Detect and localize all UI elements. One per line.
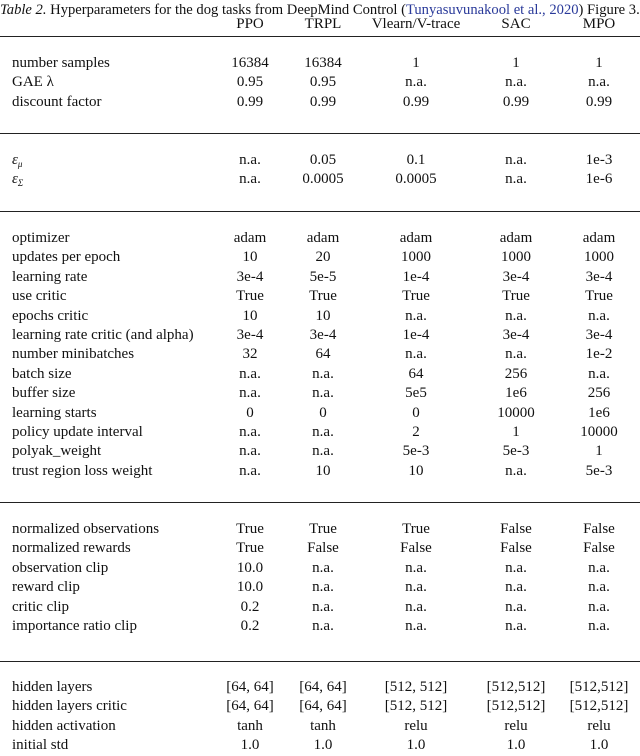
table-cell: 64 [408, 365, 424, 382]
epsilon-subscript: Σ [17, 178, 24, 189]
table-row [0, 345, 640, 364]
table-cell: True [502, 288, 530, 305]
column-header-ppo: PPO [236, 16, 264, 32]
table-cell: 5e-5 [309, 268, 337, 285]
table-cell: 256 [504, 365, 528, 382]
column-header-sac: SAC [501, 16, 531, 32]
table-row [0, 404, 640, 423]
table-row [0, 326, 640, 345]
row-label: initial std [12, 737, 69, 754]
row-label: policy update interval [12, 424, 143, 440]
citation-link[interactable]: Tunyasuvunakool et al., 2020 [405, 2, 579, 18]
table-cell: n.a. [405, 579, 427, 596]
row-label: critic clip [12, 598, 70, 615]
table-cell: n.a. [239, 385, 261, 402]
table-cell: tanh [237, 717, 263, 734]
table-cell: n.a. [505, 559, 527, 576]
table-cell: 10000 [497, 404, 535, 421]
table-cell: 1.0 [240, 737, 260, 754]
table-cell: 10.0 [236, 559, 264, 576]
table-cell: 1 [595, 55, 603, 71]
table-cell: 0 [319, 404, 327, 421]
table-cell: True [236, 288, 264, 305]
table-cell: False [400, 540, 432, 557]
table-cell: 3e-4 [236, 268, 264, 285]
table-cell: [64, 64] [299, 698, 347, 715]
table-cell: 10 [242, 307, 258, 324]
table-cell: n.a. [588, 598, 610, 615]
table-cell: 64 [315, 346, 331, 363]
table-row [0, 54, 640, 73]
table-header [0, 15, 640, 34]
group-divider [0, 211, 640, 212]
table-cell: 1e-2 [585, 346, 613, 363]
table-cell: n.a. [505, 598, 527, 615]
table-cell: tanh [310, 717, 336, 734]
table-cell: adam [399, 230, 433, 246]
table-cell: 0.95 [309, 74, 337, 91]
table-cell: n.a. [312, 579, 334, 596]
table-cell: 1 [512, 55, 520, 71]
table-cell: n.a. [505, 618, 527, 634]
table-cell: relu [404, 717, 428, 734]
group-divider [0, 36, 640, 37]
table-cell: 16384 [231, 55, 269, 71]
table-cell: 5e5 [405, 385, 427, 402]
table-cell: n.a. [239, 365, 261, 382]
table-cell: n.a. [312, 559, 334, 576]
table-cell: 0.99 [585, 93, 613, 110]
row-label: discount factor [12, 93, 102, 110]
table-cell: 0.99 [309, 93, 337, 110]
table-row [0, 229, 640, 248]
table-cell: n.a. [239, 462, 261, 479]
table-cell: adam [306, 230, 340, 246]
table-row [0, 462, 640, 481]
table-cell: n.a. [239, 424, 261, 440]
table-row [0, 73, 640, 92]
table-row [0, 697, 640, 716]
table-cell: 1000 [501, 249, 531, 266]
row-label [12, 170, 23, 193]
table-cell: 3e-4 [236, 327, 264, 343]
table-cell: 1e-3 [585, 152, 613, 168]
epsilon-symbol: ε [12, 152, 18, 168]
row-label: importance ratio clip [12, 618, 137, 634]
row-label: hidden layers [12, 679, 93, 695]
table-cell: 20 [315, 249, 331, 266]
table-cell: n.a. [312, 365, 334, 382]
table-row [0, 678, 640, 697]
table-cell: True [402, 288, 430, 305]
row-label: batch size [12, 365, 72, 382]
table-cell: 5e-3 [402, 443, 430, 460]
row-label: observation clip [12, 559, 109, 576]
row-label: hidden activation [12, 717, 116, 734]
table-cell: 1e-4 [402, 268, 430, 285]
row-label: learning rate critic (and alpha) [12, 327, 194, 343]
table-cell: n.a. [405, 346, 427, 363]
table-cell: 0 [246, 404, 254, 421]
table-cell: n.a. [405, 307, 427, 324]
row-label: trust region loss weight [12, 462, 153, 479]
row-label: number samples [12, 55, 110, 71]
table-cell: n.a. [405, 559, 427, 576]
table-cell: [512,512] [569, 698, 629, 715]
table-row [0, 442, 640, 461]
epsilon-subscript: μ [17, 159, 23, 169]
table-row [0, 578, 640, 597]
table-row [0, 151, 640, 170]
table-cell: 0.0005 [302, 171, 344, 188]
table-cell: 1 [512, 424, 520, 440]
caption-text-after: ) Figure 3. [578, 2, 640, 18]
table-cell: 3e-4 [309, 327, 337, 343]
epsilon-symbol: ε [12, 171, 18, 188]
table-cell: 0.99 [502, 93, 530, 110]
table-cell: [64, 64] [226, 679, 274, 695]
table-cell: n.a. [505, 74, 527, 91]
row-label: reward clip [12, 579, 80, 596]
table-cell: False [307, 540, 339, 557]
group-divider [0, 502, 640, 503]
table-cell: 0.99 [236, 93, 264, 110]
table-cell: n.a. [505, 462, 527, 479]
row-label: normalized rewards [12, 540, 131, 557]
table-row [0, 736, 640, 755]
table-cell: adam [499, 230, 533, 246]
table-cell: 0.99 [402, 93, 430, 110]
table-cell: 1000 [401, 249, 431, 266]
table-cell: n.a. [312, 385, 334, 402]
column-header-mpo: MPO [582, 16, 616, 32]
table-cell: 3e-4 [585, 327, 613, 343]
table-cell: n.a. [312, 618, 334, 634]
caption-label: Table 2. [0, 2, 47, 18]
table-cell: 3e-4 [502, 268, 530, 285]
table-cell: True [585, 288, 613, 305]
row-label: use critic [12, 288, 67, 305]
row-label: epochs critic [12, 307, 89, 324]
table-row [0, 248, 640, 267]
table-cell: n.a. [405, 618, 427, 634]
table-cell: 1.0 [506, 737, 526, 754]
caption-text: Hyperparameters for the dog tasks from DeepMind Control ( [46, 2, 406, 18]
table-row [0, 717, 640, 736]
table-row [0, 559, 640, 578]
row-label: learning rate [12, 268, 88, 285]
group-divider [0, 661, 640, 662]
row-label: normalized observations [12, 521, 160, 537]
table-cell: True [309, 521, 337, 537]
table-cell: 32 [242, 346, 258, 363]
table-cell: 1000 [584, 249, 614, 266]
table-cell: 0.1 [406, 152, 426, 168]
table-cell: 256 [587, 385, 611, 402]
table-cell: n.a. [505, 307, 527, 324]
row-label: polyak_weight [12, 443, 102, 460]
table-cell: 0.05 [309, 152, 337, 168]
row-label: number minibatches [12, 346, 135, 363]
table-cell: [512, 512] [384, 679, 448, 695]
table-cell: True [236, 521, 264, 537]
table-cell: 5e-3 [502, 443, 530, 460]
table-cell: False [583, 540, 615, 557]
table-cell: False [583, 521, 615, 537]
table-cell: 0.2 [240, 618, 260, 634]
table-cell: n.a. [505, 346, 527, 363]
table-row [0, 384, 640, 403]
table-cell: 0.0005 [395, 171, 437, 188]
table-cell: 10 [315, 462, 331, 479]
table-cell: n.a. [405, 74, 427, 91]
table-cell: [64, 64] [299, 679, 347, 695]
table-cell: n.a. [312, 424, 334, 440]
table-cell: n.a. [588, 579, 610, 596]
row-label: GAE λ [12, 74, 54, 91]
table-cell: 1 [595, 443, 603, 460]
table-cell: n.a. [588, 618, 610, 634]
table-row [0, 268, 640, 287]
table-cell: 1e6 [505, 385, 527, 402]
table-cell: 1e6 [588, 404, 610, 421]
table-cell: n.a. [405, 598, 427, 615]
table-cell: 10 [408, 462, 424, 479]
table-cell: [64, 64] [226, 698, 274, 715]
table-row [0, 617, 640, 636]
table-row [0, 598, 640, 617]
table-cell: 1.0 [589, 737, 609, 754]
table-cell: relu [504, 717, 528, 734]
table-cell: 3e-4 [585, 268, 613, 285]
table-cell: [512, 512] [384, 698, 448, 715]
table-cell: True [236, 540, 264, 557]
table-cell: 16384 [304, 55, 342, 71]
table-cell: n.a. [588, 559, 610, 576]
table-cell: [512,512] [486, 679, 546, 695]
table-cell: n.a. [312, 598, 334, 615]
table-cell: 1e-6 [585, 171, 613, 188]
table-cell: True [402, 521, 430, 537]
row-label: updates per epoch [12, 249, 121, 266]
table-cell: n.a. [239, 152, 261, 168]
table-cell: False [500, 521, 532, 537]
table-cell: 10.0 [236, 579, 264, 596]
table-cell: [512,512] [569, 679, 629, 695]
table-cell: n.a. [239, 171, 261, 188]
table-row [0, 423, 640, 442]
table-cell: adam [233, 230, 267, 246]
table-cell: 10000 [580, 424, 618, 440]
column-header-vlearn: Vlearn/V-trace [371, 16, 461, 32]
table-cell: 5e-3 [585, 462, 613, 479]
table-cell: False [500, 540, 532, 557]
row-label: learning starts [12, 404, 97, 421]
table-cell: n.a. [505, 579, 527, 596]
table-cell: 1e-4 [402, 327, 430, 343]
table-row [0, 539, 640, 558]
table-cell: 10 [242, 249, 258, 266]
table-cell: n.a. [588, 74, 610, 91]
table-cell: n.a. [505, 171, 527, 188]
table-cell: 10 [315, 307, 331, 324]
table-row [0, 93, 640, 112]
table-cell: n.a. [588, 365, 610, 382]
row-label: buffer size [12, 385, 76, 402]
group-divider [0, 133, 640, 134]
row-label: hidden layers critic [12, 698, 127, 715]
table-cell: True [309, 288, 337, 305]
table-cell: adam [582, 230, 616, 246]
row-label: optimizer [12, 230, 70, 246]
table-cell: n.a. [505, 152, 527, 168]
table-row [0, 365, 640, 384]
table-cell: n.a. [588, 307, 610, 324]
table-cell: 0 [412, 404, 420, 421]
table-cell: 2 [412, 424, 420, 440]
table-cell: 0.2 [240, 598, 260, 615]
table-cell: 1.0 [313, 737, 333, 754]
table-row [0, 170, 640, 189]
table-cell: 3e-4 [502, 327, 530, 343]
table-cell: 1 [412, 55, 420, 71]
table-row [0, 520, 640, 539]
table-cell: n.a. [312, 443, 334, 460]
column-header-trpl: TRPL [304, 16, 342, 32]
table-cell: n.a. [239, 443, 261, 460]
table-cell: 1.0 [406, 737, 426, 754]
table-cell: 0.95 [236, 74, 264, 91]
table-row [0, 307, 640, 326]
table-cell: [512,512] [486, 698, 546, 715]
table-cell: relu [587, 717, 611, 734]
table-row [0, 287, 640, 306]
